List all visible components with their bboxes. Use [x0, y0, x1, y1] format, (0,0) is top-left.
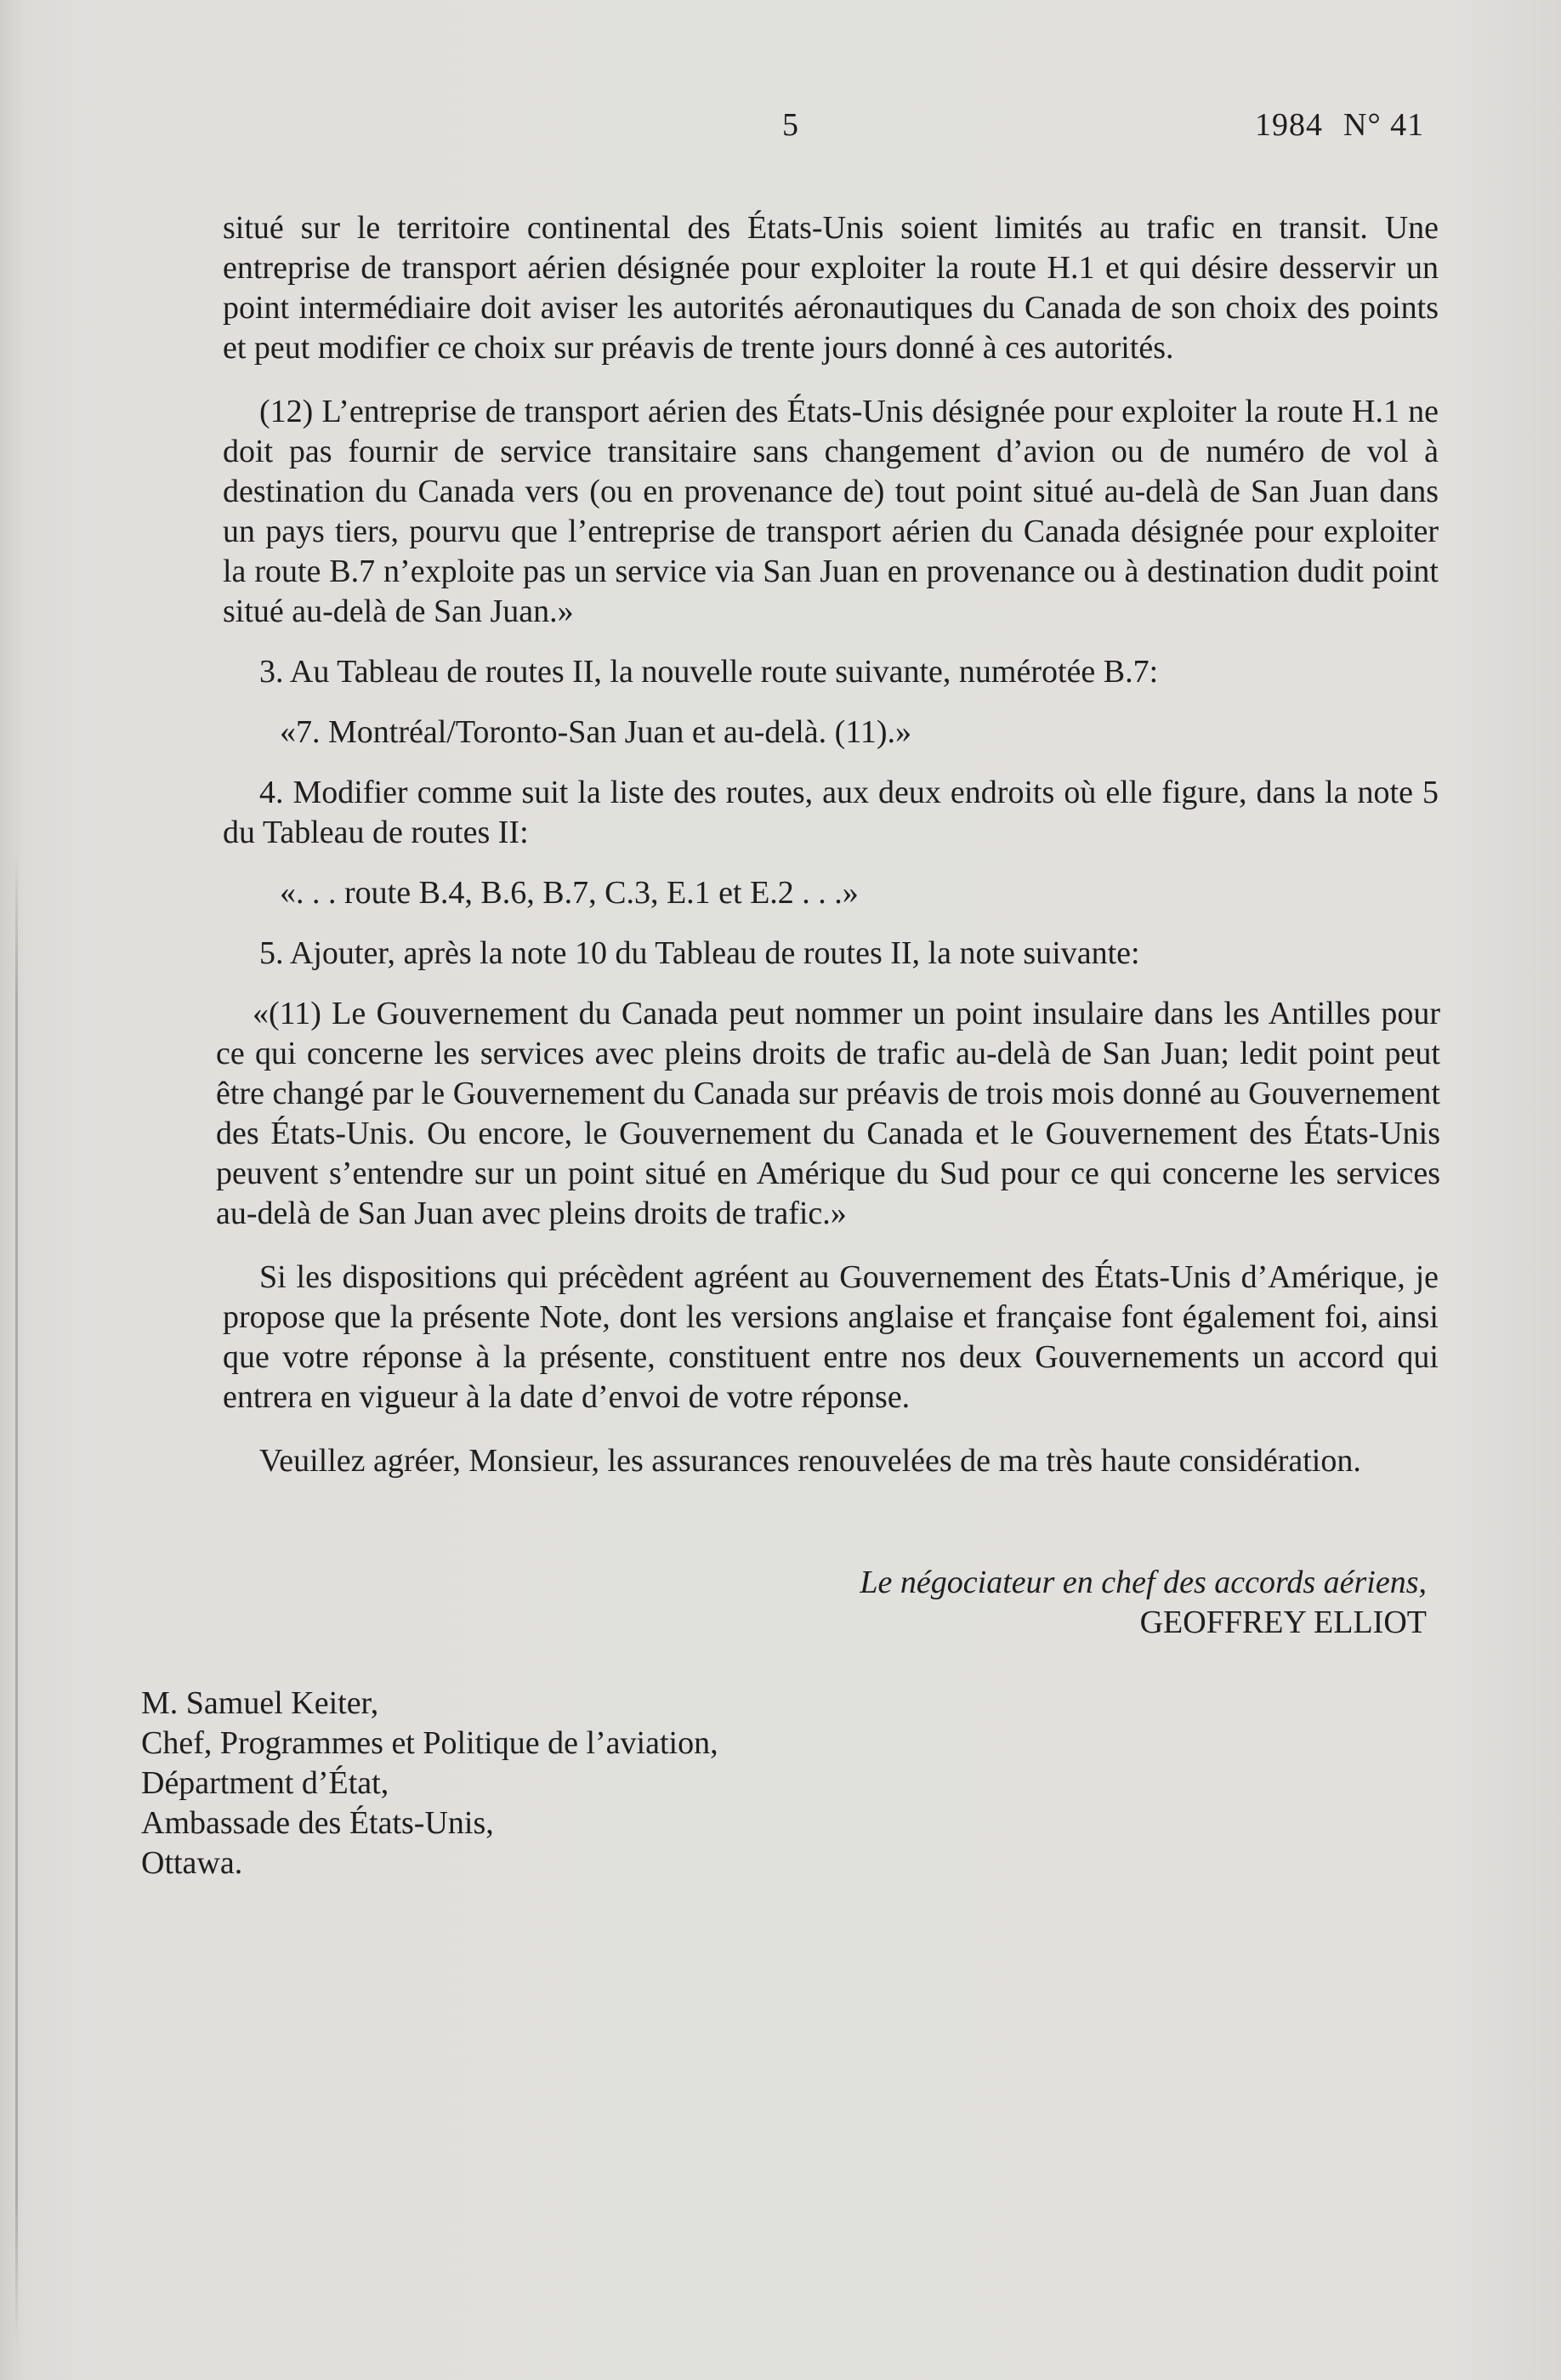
signatory-title: Le négociateur en chef des accords aériens, [860, 1565, 1427, 1600]
page-number: 5 [782, 107, 799, 143]
item-3-quote: «7. Montréal/Toronto-San Juan et au-delà. (11).» [280, 714, 912, 750]
addressee-position: Chef, Programmes et Politique de l’aviation, [141, 1725, 718, 1761]
paragraph-closing: Veuillez agréer, Monsieur, les assurances renouvelées de ma très haute considération. [259, 1443, 1361, 1479]
item-4: 4. Modifier comme suit la liste des routes, aux deux endroits où elle figure, dans la note 5 du Tableau de routes II: [223, 775, 1439, 850]
addressee-block [141, 1684, 1439, 1883]
header-year: 1984 [1255, 107, 1323, 143]
item-3: 3. Au Tableau de routes II, la nouvelle route suivante, numérotée B.7: [259, 654, 1159, 690]
document-body [141, 208, 1440, 1883]
signatory-name: GEOFFREY ELLIOT [1139, 1605, 1427, 1640]
item-4-quote: «. . . route B.4, B.6, B.7, C.3, E.1 et E.2 . . .» [280, 875, 859, 911]
signature-block [223, 1563, 1439, 1643]
addressee-city: Ottawa. [141, 1845, 243, 1881]
paragraph-proposal: Si les dispositions qui précèdent agréent au Gouvernement des États-Unis d’Amérique, je propose que la présente Note, dont les versions anglaise et française font également foi, ainsi que votre réponse à la présente, constituent entre nos deux Gouvernements un accord qui entrera en vigueur à la date d’envoi de votre réponse. [223, 1259, 1439, 1415]
paragraph-continuation: situé sur le territoire continental des États-Unis soient limités au trafic en transit. Une entreprise de transport aérien désignée pour exploiter la route H.1 et qui désire desservir un point intermédiaire doit aviser les autorités aéronautiques du Canada de son choix des points et peut modifier ce choix sur préavis de trente jours donné à ces autorités. [223, 210, 1439, 366]
binding-shadow [15, 850, 18, 2347]
item-5: 5. Ajouter, après la note 10 du Tableau de routes II, la note suivante: [259, 935, 1140, 971]
item-5-quote: «(11) Le Gouvernement du Canada peut nommer un point insulaire dans les Antilles pour ce qui concerne les services avec pleins droits de trafic au-delà de San Juan; ledit point peut être changé par le Gouvernement du Canada sur préavis de trois mois donné au Gouvernement des États-Unis. Ou encore, le Gouvernement du Canada et le Gouvernement des États-Unis peuvent s’entendre sur un point situé en Amérique du Sud pour ce qui concerne les services au-delà de San Juan avec pleins droits de trafic.» [216, 996, 1440, 1231]
addressee-name: M. Samuel Keiter, [141, 1685, 379, 1721]
addressee-embassy: Ambassade des États-Unis, [141, 1805, 494, 1841]
addressee-department: Départment d’État, [141, 1765, 389, 1801]
paragraph-note-12: (12) L’entreprise de transport aérien des États-Unis désignée pour exploiter la route H.1 ne doit pas fournir de service transitaire sans changement d’avion ou de numéro de vol à destination du Canada vers (ou en provenance de) tout point situé au-delà de San Juan dans un pays tiers, pourvu que l’entreprise de transport aérien du Canada désignée pour exploiter la route B.7 n’exploite pas un service via San Juan en provenance ou à destination dudit point situé au-delà de San Juan.» [223, 394, 1439, 629]
header-treaty-number: N° 41 [1343, 107, 1425, 143]
